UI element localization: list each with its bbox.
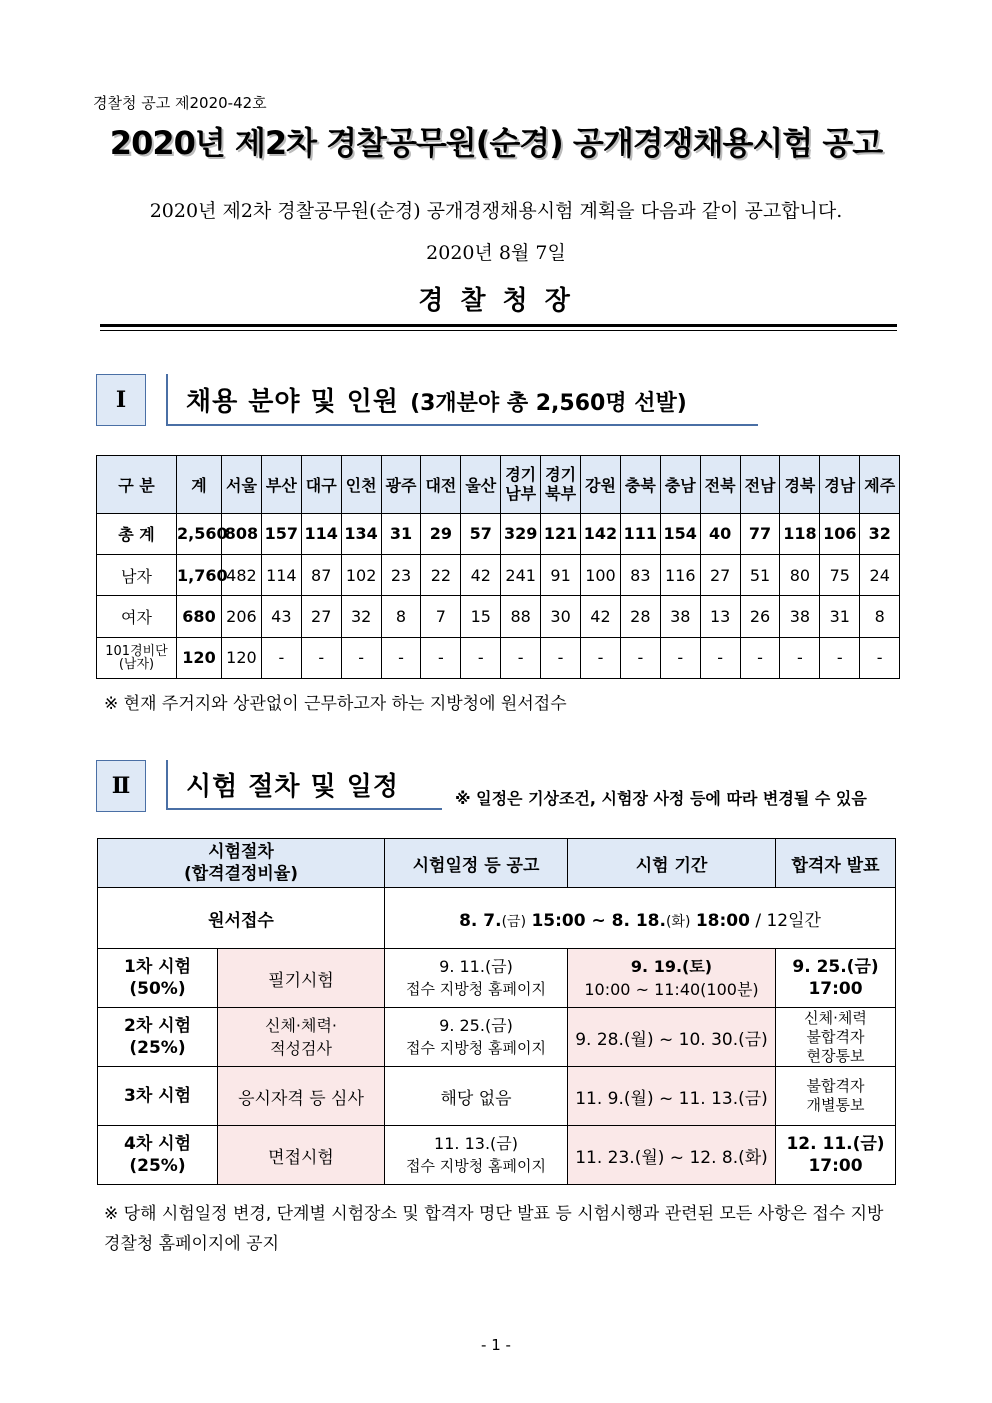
header-cell: 강원 [581,456,621,514]
page-number: - 1 - [481,1336,511,1354]
table-cell: 114 [261,554,301,595]
table-cell: 2,560 [177,513,222,554]
step-title: 2차 시험 [123,1016,191,1036]
apply-day: (화) [665,913,691,930]
table-cell: 15 [461,596,501,637]
header-cell: 서울 [222,456,262,514]
header-cell: 경기 북부 [541,456,581,514]
table-cell: - [780,637,820,678]
section-2-title: 시험 절차 및 일정 [186,772,399,802]
step-type: 응시자격 등 심사 [218,1067,385,1126]
page-title: 2020년 제2차 경찰공무원(순경) 공개경쟁채용시험 공고 [109,124,883,162]
section-1-underline [166,424,758,426]
apply-period [385,888,896,949]
table-cell: 8 [860,596,900,637]
table-cell: 28 [620,596,660,637]
table-cell: 120 [177,637,222,678]
apply-day: (금) [501,913,527,930]
table-cell: - [700,637,740,678]
table-cell: 31 [381,513,421,554]
row-label: 총 계 [97,513,177,554]
apply-date: 8. 7. [459,910,502,931]
table-row-male [97,554,900,595]
section-2-underline [166,808,442,810]
header-period: 시험 기간 [568,839,776,888]
step-period: 11. 23.(월) ~ 12. 8.(화) [568,1126,776,1185]
header-cell: 전북 [700,456,740,514]
section-1-heading [186,381,687,418]
table-cell: 32 [860,513,900,554]
table-cell: 30 [541,596,581,637]
announce-where: 접수 지방청 홈페이지 [406,980,546,998]
table-cell: 24 [860,554,900,595]
section-2-note: ※ 일정은 기상조건, 시험장 사정 등에 따라 변경될 수 있음 [455,789,867,808]
announce-date: 11. 13.(금) [434,1134,518,1153]
table-cell: 121 [541,513,581,554]
table-cell: 1,760 [177,554,222,595]
divider-thick [100,324,897,327]
step-period [568,949,776,1008]
table-cell: 13 [700,596,740,637]
header-cell: 부산 [261,456,301,514]
table-cell: - [860,637,900,678]
table-cell: 154 [660,513,700,554]
table-cell: 329 [501,513,541,554]
table-cell: 114 [301,513,341,554]
step-title: 3차 시험 [123,1086,191,1106]
section-1-subtitle: (3개분야 총 2,560명 선발) [410,391,687,416]
header-cell: 인천 [341,456,381,514]
table-cell: 241 [501,554,541,595]
table-cell: 116 [660,554,700,595]
step-result [776,1126,896,1185]
step-title: 1차 시험 [123,957,191,977]
step-announce [385,1008,568,1067]
section-1-bar [166,374,168,426]
table-cell: - [620,637,660,678]
schedule-header-row [98,839,896,888]
header-cell: 계 [177,456,222,514]
schedule-table [97,838,896,1185]
header-cell: 대구 [301,456,341,514]
table-cell: 57 [461,513,501,554]
step-name [98,949,218,1008]
table-cell: 680 [177,596,222,637]
table-cell: 77 [740,513,780,554]
table-cell: 91 [541,554,581,595]
table-cell: 40 [700,513,740,554]
row-label: 남자 [97,554,177,595]
table-cell: 75 [820,554,860,595]
table-cell: 118 [780,513,820,554]
schedule-row-apply [98,888,896,949]
table-cell: 42 [461,554,501,595]
table-cell: 88 [501,596,541,637]
step-name [98,1126,218,1185]
section-2-number: Ⅱ [96,760,146,812]
table-cell: 134 [341,513,381,554]
header-cell: 경남 [820,456,860,514]
header-cell: 제주 [860,456,900,514]
row-label: 101경비단 (남자) [97,637,177,678]
step-announce [385,1126,568,1185]
intro-text: 2020년 제2차 경찰공무원(순경) 공개경쟁채용시험 계획을 다음과 같이 공고합니다. [149,200,843,222]
result-line: 신체·체력 [804,1008,867,1027]
table-cell: 43 [261,596,301,637]
announce-where: 접수 지방청 홈페이지 [406,1039,546,1057]
step-result [776,1067,896,1126]
step-name [98,1067,218,1126]
step-title: 4차 시험 [123,1134,191,1154]
step-type: 필기시험 [218,949,385,1008]
announce-date: 9. 11.(금) [439,957,513,976]
table-cell: 7 [421,596,461,637]
step-period: 11. 9.(월) ~ 11. 13.(금) [568,1067,776,1126]
result-line: 불합격자 [806,1077,865,1095]
table-cell: - [381,637,421,678]
header-cell: 충북 [620,456,660,514]
table-cell: 51 [740,554,780,595]
schedule-footnote: ※ 당해 시험일정 변경, 단계별 시험장소 및 합격자 명단 발표 등 시험시행과 관련된 모든 사항은 접수 지방경찰청 홈페이지에 공지 [104,1204,884,1254]
table-cell: 142 [581,513,621,554]
result-line: 불합격자 [806,1027,865,1046]
header-cell: 구 분 [97,456,177,514]
section-1-number: I [96,374,146,426]
apply-time-range: 15:00 ~ 8. 18. [531,910,666,931]
header-procedure-sub: (합격결정비율) [183,864,299,884]
table-cell: - [820,637,860,678]
table-cell: 102 [341,554,381,595]
table-cell: 38 [660,596,700,637]
table-cell: 80 [780,554,820,595]
table-cell: 120 [222,637,262,678]
table-cell: 482 [222,554,262,595]
step-period: 9. 28.(월) ~ 10. 30.(금) [568,1008,776,1067]
announcement-date: 2020년 8월 7일 [426,242,566,264]
table-cell: - [740,637,780,678]
table-cell: - [660,637,700,678]
header-procedure [98,839,385,888]
header-cell: 경기 남부 [501,456,541,514]
table-cell: 27 [700,554,740,595]
table-cell: 100 [581,554,621,595]
table-cell: - [461,637,501,678]
table-cell: - [541,637,581,678]
apply-end-time: 18:00 [695,910,750,931]
announce-where: 접수 지방청 홈페이지 [406,1157,546,1175]
header-result: 합격자 발표 [776,839,896,888]
header-cell: 대전 [421,456,461,514]
period-time: 10:00 ~ 11:40(100분) [584,980,759,999]
section-1-note: ※ 현재 주거지와 상관없이 근무하고자 하는 지방청에 원서접수 [104,694,567,714]
table-cell: 31 [820,596,860,637]
header-cell: 울산 [461,456,501,514]
schedule-row [98,1067,896,1126]
step-announce: 해당 없음 [385,1067,568,1126]
result-line: 개별통보 [806,1096,865,1114]
type-line: 신체·체력· [265,1016,337,1035]
row-label: 여자 [97,596,177,637]
schedule-row [98,1126,896,1185]
announce-date: 9. 25.(금) [439,1016,513,1035]
header-cell: 광주 [381,456,421,514]
table-cell: - [581,637,621,678]
header-cell: 충남 [660,456,700,514]
header-cell: 경북 [780,456,820,514]
table-cell: 206 [222,596,262,637]
period-date: 9. 19.(토) [630,957,713,976]
table-cell: 106 [820,513,860,554]
step-ratio: (25%) [129,1156,186,1176]
table-cell: 22 [421,554,461,595]
table-cell: 8 [381,596,421,637]
table-cell: 29 [421,513,461,554]
table-cell: - [261,637,301,678]
apply-duration: / 12일간 [749,910,821,931]
table-cell: 808 [222,513,262,554]
step-ratio: (25%) [129,1038,186,1058]
schedule-row [98,949,896,1008]
table-cell: 42 [581,596,621,637]
table-cell: - [501,637,541,678]
step-ratio: (50%) [129,979,186,999]
table-cell: 23 [381,554,421,595]
table-row-guard [97,637,900,678]
step-result [776,1008,896,1067]
step-name [98,1008,218,1067]
issuer: 경 찰 청 장 [418,286,574,316]
table-row-female [97,596,900,637]
table-row-total [97,513,900,554]
table-cell: 111 [620,513,660,554]
table-cell: 83 [620,554,660,595]
section-2-bar [166,760,168,810]
type-line: 적성검사 [270,1039,332,1058]
header-procedure-label: 시험절차 [208,842,274,862]
recruitment-table [96,455,900,679]
result-line: 현장통보 [806,1046,865,1065]
header-announce: 시험일정 등 공고 [385,839,568,888]
result-date: 12. 11.(금) [786,1134,885,1154]
step-type [218,1008,385,1067]
step-announce [385,949,568,1008]
table-cell: 27 [301,596,341,637]
step-result [776,949,896,1008]
result-time: 17:00 [808,979,863,999]
notice-number: 경찰청 공고 제2020-42호 [93,94,267,112]
apply-label: 원서접수 [98,888,385,949]
section-1-title: 채용 분야 및 인원 [186,387,399,417]
table-cell: - [421,637,461,678]
divider-thin [100,330,897,331]
result-date: 9. 25.(금) [792,957,879,977]
table-cell: - [301,637,341,678]
step-type: 면접시험 [218,1126,385,1185]
table-cell: 157 [261,513,301,554]
table-cell: 87 [301,554,341,595]
schedule-row [98,1008,896,1067]
header-cell: 전남 [740,456,780,514]
table-cell: 38 [780,596,820,637]
table-header-row [97,456,900,514]
table-cell: 26 [740,596,780,637]
result-time: 17:00 [808,1156,863,1176]
table-cell: 32 [341,596,381,637]
table-cell: - [341,637,381,678]
